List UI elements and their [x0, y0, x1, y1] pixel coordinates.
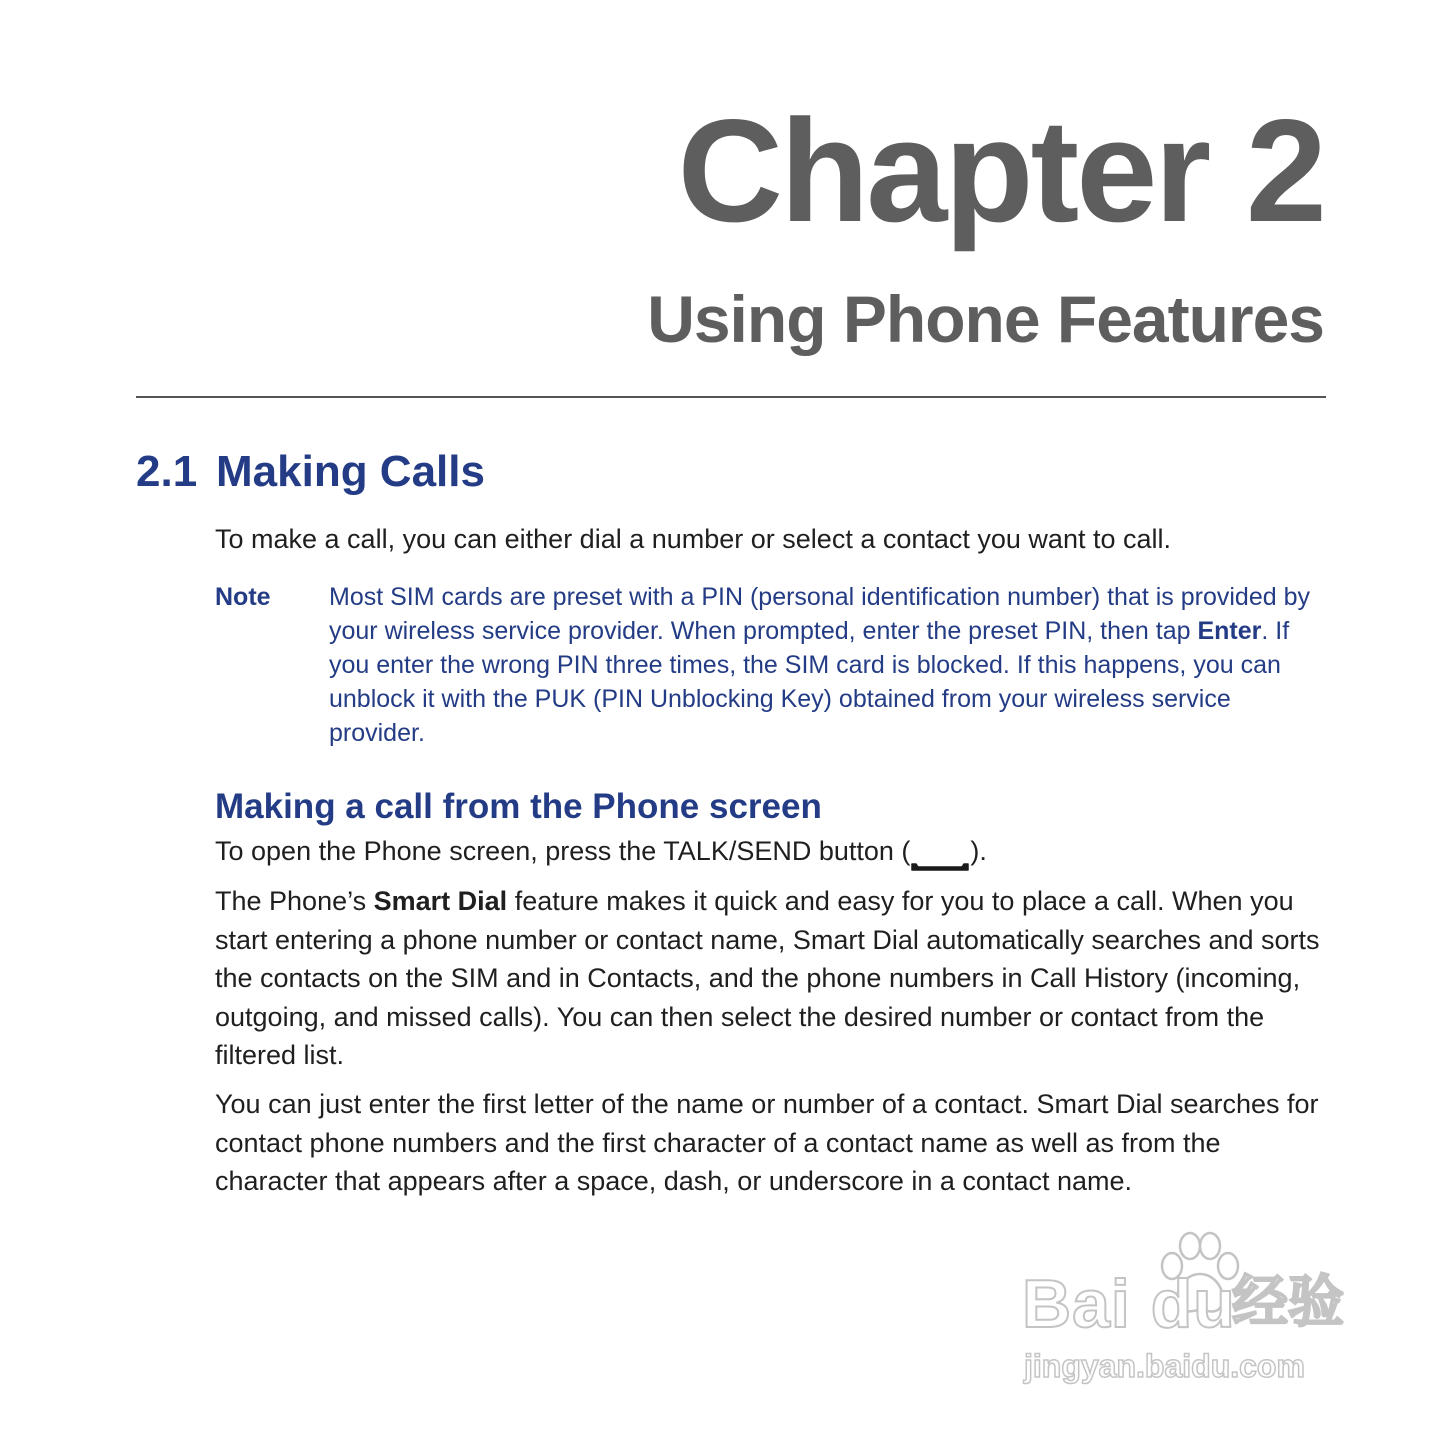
section-number: 2.1	[136, 447, 198, 496]
chapter-number: Chapter 2	[677, 89, 1324, 252]
note-text-part-1: Most SIM cards are preset with a PIN (personal identification number) that is provided by your wireless service provider. When prompted, enter the preset PIN, then tap	[329, 583, 1310, 645]
section-heading	[136, 448, 485, 496]
subsection-heading: Making a call from the Phone screen	[215, 787, 822, 826]
smart-dial-paragraph	[215, 882, 1327, 1075]
smart-dial-text-2: feature makes it quick and easy for you to place a call. When you start entering a phone number or contact name, Smart Dial automatically searches and sorts the contacts on the SIM and in Contacts, and the phone numbers in Call History (incoming, outgoing, and missed calls). You can then select the desired number or contact from the filtered list.	[215, 886, 1320, 1070]
watermark-chinese: 经验	[1232, 1270, 1344, 1333]
section-intro: To make a call, you can either dial a number or select a contact you want to call.	[215, 524, 1171, 554]
section-title: Making Calls	[216, 447, 485, 496]
note-enter-keyword: Enter	[1197, 617, 1262, 645]
note-text-part-2: . If you enter the wrong PIN three times, the SIM card is blocked. If this happens, you can unblock it with the PUK (PIN Unblocking Key) obtained from your wireless service provider.	[329, 617, 1290, 747]
open-phone-text-1: To open the Phone screen, press the TALK/SEND button (	[215, 836, 911, 866]
smart-dial-keyword: Smart Dial	[373, 886, 508, 916]
note-label: Note	[215, 583, 271, 611]
note-text	[329, 580, 1329, 750]
first-letter-paragraph: You can just enter the first letter of the name or number of a contact. Smart Dial searches for contact phone numbers and the first character of a contact name as well as from the character that appears after a space, dash, or underscore in a contact name.	[215, 1089, 1319, 1196]
watermark-url: jingyan.baidu.com	[1024, 1348, 1305, 1384]
smart-dial-text-1: The Phone’s	[215, 886, 374, 916]
divider	[136, 396, 1326, 398]
chapter-title: Using Phone Features	[647, 282, 1324, 356]
open-phone-text-2: ).	[970, 836, 987, 866]
open-phone-instruction	[215, 832, 1327, 871]
baidu-watermark	[1022, 1230, 1352, 1390]
watermark-brand: Bai du	[1022, 1266, 1236, 1342]
talk-send-button-icon	[910, 845, 970, 857]
